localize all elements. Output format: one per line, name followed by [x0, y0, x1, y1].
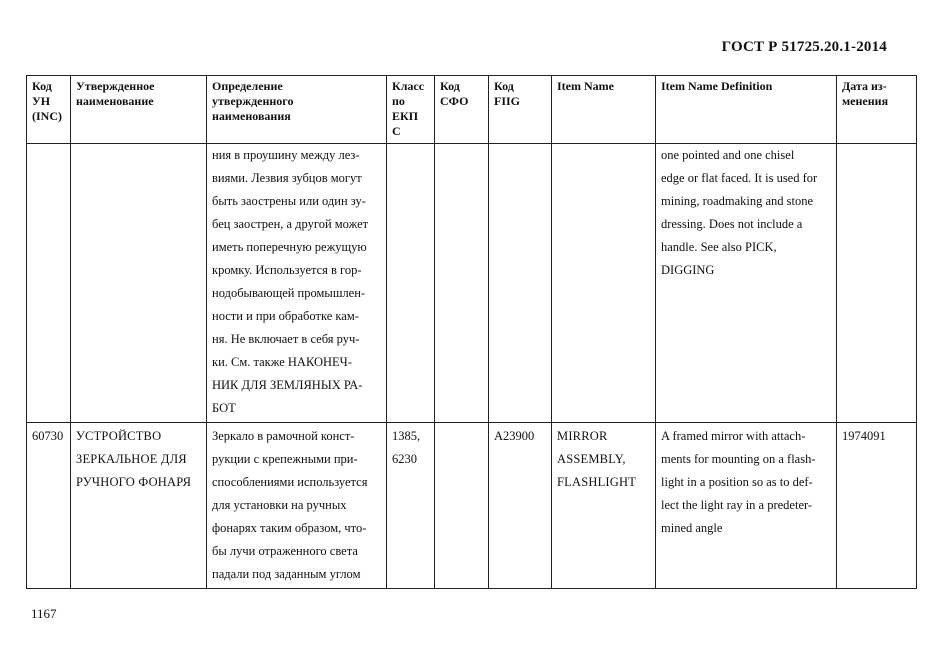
header-code: Код УН (INC): [27, 76, 71, 144]
cell-approved-name: УСТРОЙСТВО ЗЕРКАЛЬНОЕ ДЛЯ РУЧНОГО ФОНАРЯ: [71, 423, 207, 589]
cell-code: [27, 144, 71, 423]
cell-definition: Зеркало в рамочной конст- рукции с крепежными при- способлениями используется для установки на ручных фонарях таким образом, что- бы лучи отраженного света падали под заданным углом: [207, 423, 387, 589]
cell-item-definition: A framed mirror with attach- ments for mounting on a flash- light in a position so as to def- lect the light ray in a predeter- mined angle: [656, 423, 837, 589]
cell-klass: [387, 144, 435, 423]
cell-fiig: A23900: [489, 423, 552, 589]
specification-table: [26, 75, 917, 589]
header-item-definition: Item Name Definition: [656, 76, 837, 144]
table-row: [27, 144, 917, 423]
document-header: ГОСТ Р 51725.20.1-2014: [721, 39, 887, 55]
header-fiig: Код FIIG: [489, 76, 552, 144]
cell-klass: 1385, 6230: [387, 423, 435, 589]
header-date: Дата из- менения: [837, 76, 917, 144]
cell-definition: ния в проушину между лез- виями. Лезвия зубцов могут быть заострены или один зу- бец заострен, а другой может иметь поперечную режущую кромку. Используется в гор- нодобывающей промышлен- ности и при обработке кам- ня. Не включает в себя руч- ки. См. также НАКОНЕЧ- НИК ДЛЯ ЗЕМЛЯНЫХ РА- БОТ: [207, 144, 387, 423]
page-number: 1167: [31, 606, 57, 621]
header-sfo: Код СФО: [435, 76, 489, 144]
cell-code: 60730: [27, 423, 71, 589]
header-klass: Класс по ЕКП С: [387, 76, 435, 144]
header-definition: Определение утвержденного наименования: [207, 76, 387, 144]
cell-sfo: [435, 423, 489, 589]
cell-date: [837, 144, 917, 423]
cell-item-name: MIRROR ASSEMBLY, FLASHLIGHT: [552, 423, 656, 589]
header-item-name: Item Name: [552, 76, 656, 144]
table-row: [27, 423, 917, 589]
cell-date: 1974091: [837, 423, 917, 589]
cell-fiig: [489, 144, 552, 423]
table-header-row: [27, 76, 917, 144]
cell-sfo: [435, 144, 489, 423]
cell-approved-name: [71, 144, 207, 423]
cell-item-name: [552, 144, 656, 423]
header-approved-name: Утвержденное наименование: [71, 76, 207, 144]
cell-item-definition: one pointed and one chisel edge or flat faced. It is used for mining, roadmaking and stone dressing. Does not include a handle. See also PICK, DIGGING: [656, 144, 837, 423]
